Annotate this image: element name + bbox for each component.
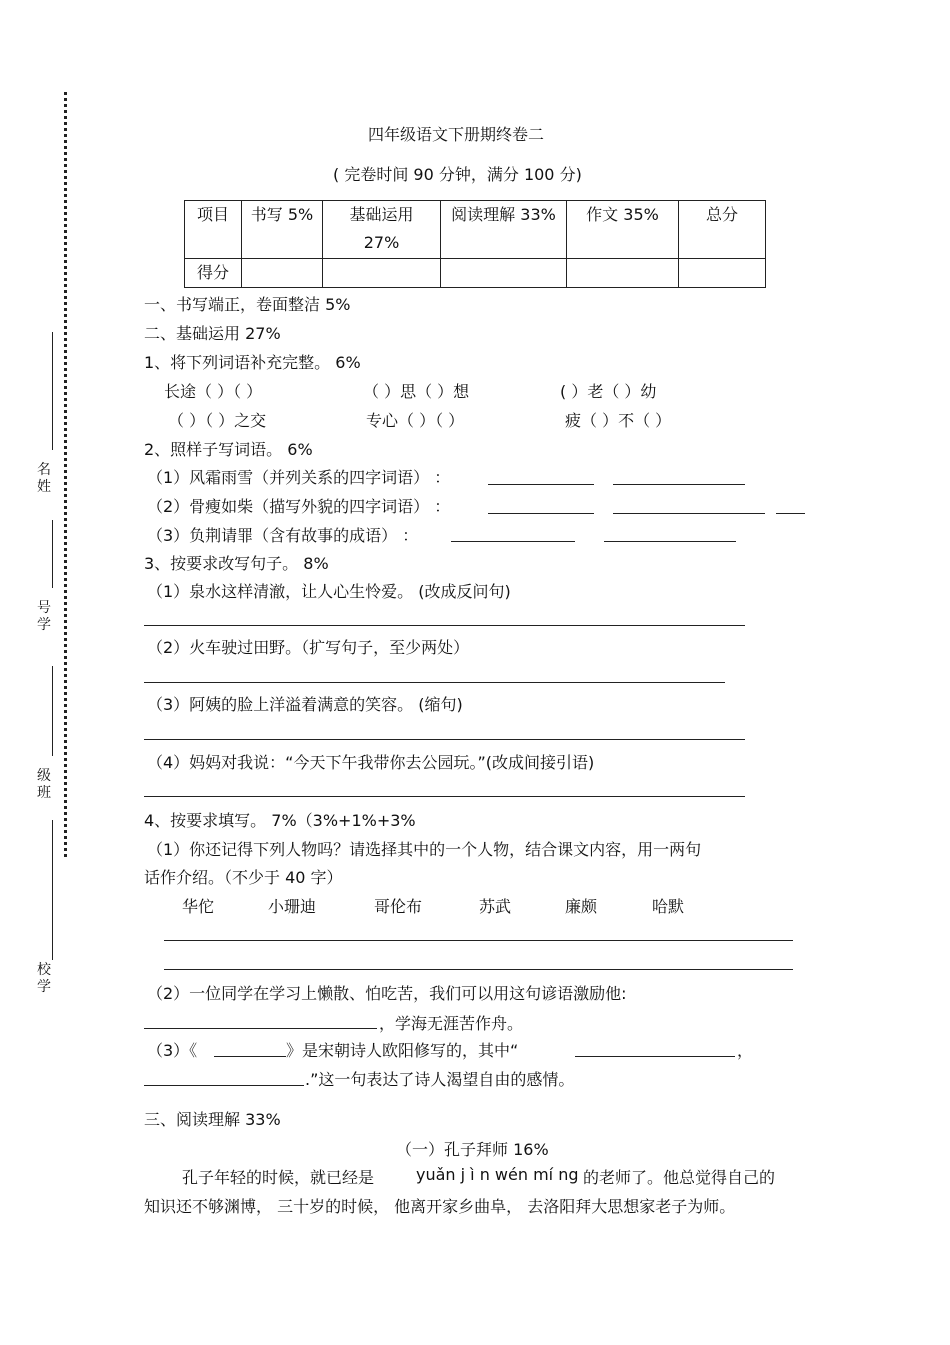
q1-item: ( ）老（ ）幼 [560, 382, 657, 401]
q2-item-3: （3）负荆请罪（含有故事的成语） ： [147, 526, 419, 545]
score-row-label: 得分 [185, 259, 242, 288]
header-total: 总分 [679, 201, 766, 259]
score-cell[interactable] [242, 259, 323, 288]
binding-line-2 [52, 520, 53, 588]
answer-line[interactable] [144, 739, 745, 740]
header-writing: 书写 5% [242, 201, 323, 259]
answer-line[interactable] [604, 541, 736, 542]
q4-title: 4、按要求填写。 7%（3%+1%+3% [144, 811, 416, 830]
binding-line-4 [52, 820, 53, 960]
header-basic: 基础运用 27% [323, 201, 441, 259]
answer-line[interactable] [214, 1056, 286, 1057]
q4-item-3-a: （3）《 [147, 1041, 198, 1060]
header-reading: 阅读理解 33% [441, 201, 567, 259]
q2-title: 2、照样子写词语。 6% [144, 440, 313, 459]
q1-item: 疲（ ）不（ ） [565, 411, 672, 430]
q1-item: （ ）思（ ）想 [363, 382, 470, 401]
score-cell[interactable] [441, 259, 567, 288]
q3-item-3: （3）阿姨的脸上洋溢着满意的笑容。 (缩句) [147, 695, 463, 714]
score-table [184, 200, 766, 288]
reading-pinyin: yuǎn j ì n wén mí ng [416, 1165, 579, 1184]
header-item: 项目 [185, 201, 242, 259]
reading-paragraph-line-2: 知识还不够渊博， 三十岁的时候， 他离开家乡曲阜， 去洛阳拜大思想家老子为师。 [144, 1197, 736, 1216]
student-id-label: 号学 [37, 600, 51, 633]
answer-line[interactable] [613, 484, 745, 485]
person-name: 哈默 [652, 897, 685, 916]
answer-line[interactable] [488, 484, 594, 485]
q3-title: 3、按要求改写句子。 8% [144, 554, 329, 573]
score-cell[interactable] [323, 259, 441, 288]
binding-line-3 [52, 666, 53, 756]
q4-item-3-c: ， [737, 1041, 754, 1060]
header-essay: 作文 35% [567, 201, 679, 259]
q4-item-2-tail: ，学海无涯苦作舟。 [379, 1014, 524, 1033]
reading-subtitle: （一）孔子拜师 16% [396, 1140, 549, 1159]
q4-item-2-line-1: （2）一位同学在学习上懒散、怕吃苦，我们可以用这句谚语激励他: [147, 984, 627, 1003]
q3-item-2: （2）火车驶过田野。（扩写句子，至少两处） [147, 638, 470, 657]
section-1-heading: 一、书写端正，卷面整洁 5% [144, 295, 351, 314]
q3-item-1: （1）泉水这样清澈，让人心生怜爱。 (改成反问句) [147, 582, 511, 601]
binding-dotted-line [64, 92, 67, 857]
person-name: 苏武 [479, 897, 512, 916]
class-label: 级班 [37, 768, 51, 801]
reading-paragraph-start: 孔子年轻的时候，就已经是 [182, 1168, 375, 1187]
answer-line[interactable] [144, 1085, 304, 1086]
answer-line[interactable] [451, 541, 575, 542]
section-2-heading: 二、基础运用 27% [144, 324, 281, 343]
q1-item: 专心（ ）（ ） [366, 411, 465, 430]
person-name: 哥伦布 [374, 897, 423, 916]
q1-title: 1、将下列词语补充完整。 6% [144, 353, 361, 372]
answer-line[interactable] [613, 513, 765, 514]
exam-subtitle: ( 完卷时间 90 分钟，满分 100 分) [333, 165, 582, 184]
person-name: 小珊迪 [268, 897, 317, 916]
answer-line[interactable] [164, 969, 793, 970]
score-cell[interactable] [679, 259, 766, 288]
answer-line[interactable] [575, 1056, 735, 1057]
answer-line[interactable] [144, 1028, 377, 1029]
reading-paragraph-cont: 的老师了。他总觉得自己的 [583, 1168, 776, 1187]
q3-item-4: （4）妈妈对我说：“今天下午我带你去公园玩。”(改成间接引语) [147, 753, 595, 772]
answer-line[interactable] [164, 940, 793, 941]
answer-line[interactable] [488, 513, 594, 514]
q4-item-1-line-1: （1）你还记得下列人物吗？请选择其中的一个人物，结合课文内容，用一两句 [147, 840, 702, 859]
answer-line[interactable] [144, 625, 745, 626]
q4-item-1-line-2: 话作介绍。（不少于 40 字） [144, 868, 343, 887]
school-label: 校学 [37, 962, 51, 995]
q4-item-3-d: .”这一句表达了诗人渴望自由的感情。 [305, 1070, 575, 1089]
q2-item-1: （1）风霜雨雪（并列关系的四字词语） ： [147, 468, 451, 487]
binding-line-1 [52, 332, 53, 450]
person-name: 廉颇 [565, 897, 598, 916]
section-3-heading: 三、阅读理解 33% [144, 1110, 281, 1129]
q4-item-3-b: 》是宋朝诗人欧阳修写的，其中“ [286, 1041, 519, 1060]
answer-line[interactable] [144, 796, 745, 797]
exam-title: 四年级语文下册期终卷二 [368, 125, 545, 144]
q1-item: 长途（ ）（ ） [164, 382, 263, 401]
person-name: 华佗 [182, 897, 215, 916]
answer-line[interactable] [776, 513, 805, 514]
name-label: 名姓 [37, 462, 51, 495]
q1-item: （ ）（ ）之交 [168, 411, 267, 430]
answer-line[interactable] [144, 682, 725, 683]
q2-item-2: （2）骨瘦如柴（描写外貌的四字词语） ： [147, 497, 451, 516]
score-cell[interactable] [567, 259, 679, 288]
